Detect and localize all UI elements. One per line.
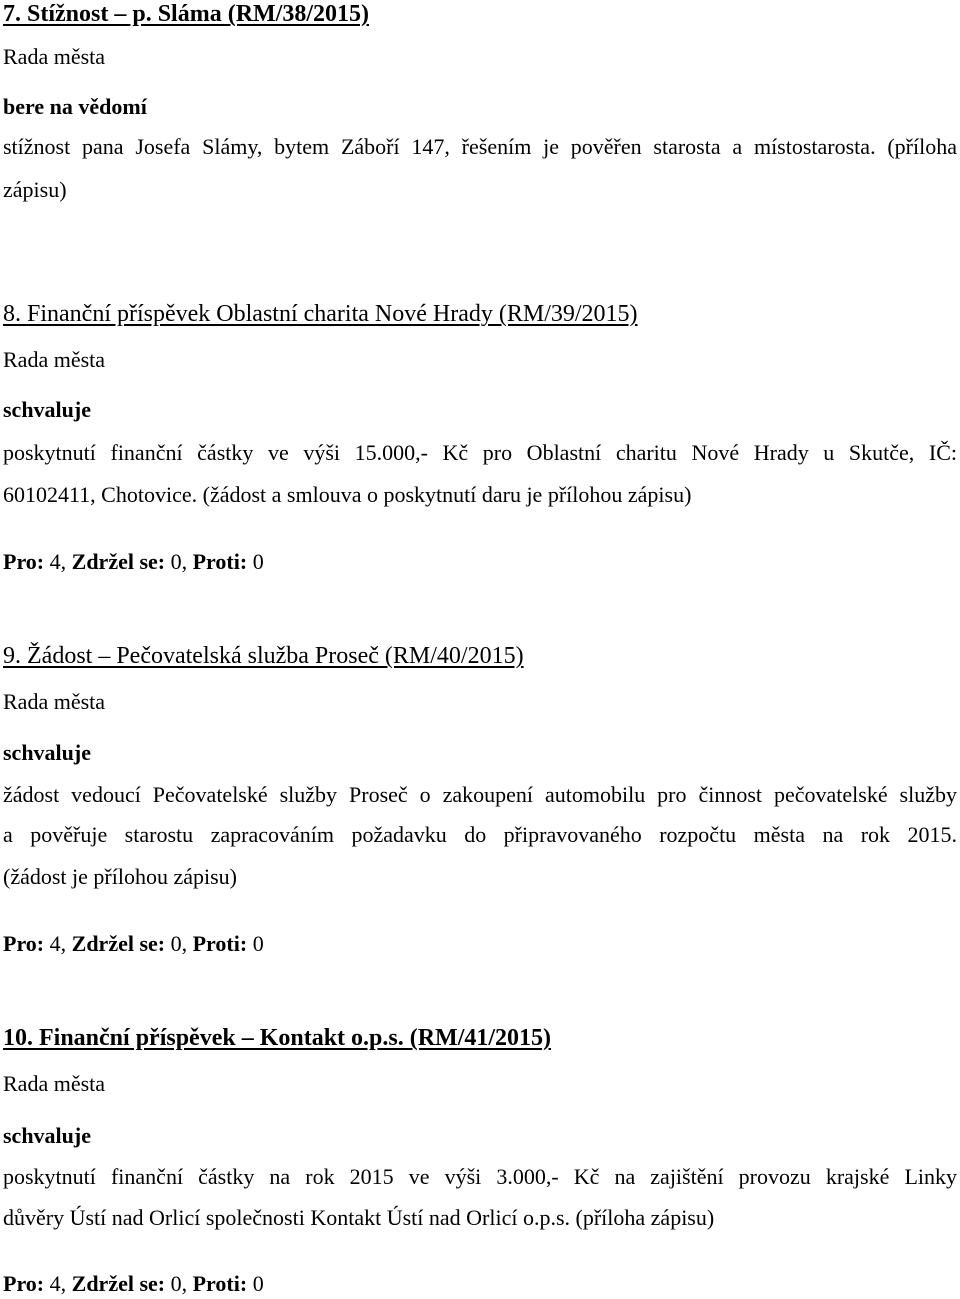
section-9-body-label: Rada města <box>3 689 106 714</box>
vote-zdrzel-value: 0, <box>170 1271 188 1296</box>
vote-zdrzel-value: 0, <box>170 931 188 956</box>
section-7-decision: bere na vědomí <box>3 94 147 119</box>
vote-zdrzel-label: Zdržel se: <box>71 549 166 574</box>
vote-zdrzel-value: 0, <box>170 549 188 574</box>
section-9-decision: schvaluje <box>3 740 91 765</box>
section-8-text-line-2: 60102411, Chotovice. (žádost a smlouva o poskytnutí daru je přílohou zápisu) <box>3 482 692 507</box>
section-8-heading: 8. Finanční příspěvek Oblastní charita Nové Hrady (RM/39/2015) <box>3 301 638 327</box>
section-10-vote <box>3 1271 264 1297</box>
vote-proti-value: 0 <box>252 931 264 956</box>
section-7-body-label: Rada města <box>3 44 106 69</box>
vote-pro-label: Pro: <box>3 931 45 956</box>
section-10-body-label: Rada města <box>3 1071 106 1096</box>
vote-pro-value: 4, <box>49 931 67 956</box>
vote-pro-value: 4, <box>49 1271 67 1296</box>
section-9-text-line-3: (žádost je přílohou zápisu) <box>3 864 237 889</box>
section-10-heading: 10. Finanční příspěvek – Kontakt o.p.s. (RM/41/2015) <box>3 1025 552 1051</box>
section-9-heading: 9. Žádost – Pečovatelská služba Proseč (RM/40/2015) <box>3 643 524 669</box>
section-10-text-line-2: důvěry Ústí nad Orlicí společnosti Kontakt Ústí nad Orlicí o.p.s. (příloha zápisu) <box>3 1205 715 1230</box>
vote-pro-label: Pro: <box>3 549 45 574</box>
section-9-vote <box>3 931 264 957</box>
section-7-text-line-1: stížnost pana Josefa Slámy, bytem Záboří 147, řešením je pověřen starosta a místostarosta. (příloha <box>3 134 957 159</box>
section-10-decision: schvaluje <box>3 1123 91 1148</box>
vote-proti-label: Proti: <box>192 931 248 956</box>
section-10-text-line-1: poskytnutí finanční částky na rok 2015 ve výši 3.000,- Kč na zajištění provozu krajské Linky <box>3 1164 957 1189</box>
section-8-text-line-1: poskytnutí finanční částky ve výši 15.000,- Kč pro Oblastní charitu Nové Hrady u Skutče, IČ: <box>3 440 957 465</box>
vote-proti-label: Proti: <box>192 549 248 574</box>
section-9-text-line-1: žádost vedoucí Pečovatelské služby Proseč o zakoupení automobilu pro činnost pečovatelské služby <box>3 782 957 807</box>
section-8-body-label: Rada města <box>3 347 106 372</box>
vote-pro-value: 4, <box>49 549 67 574</box>
section-7-text-line-2: zápisu) <box>3 177 67 202</box>
vote-pro-label: Pro: <box>3 1271 45 1296</box>
section-8-vote <box>3 549 264 575</box>
vote-zdrzel-label: Zdržel se: <box>71 931 166 956</box>
section-7-heading: 7. Stížnost – p. Sláma (RM/38/2015) <box>3 1 369 27</box>
section-8-decision: schvaluje <box>3 397 91 422</box>
vote-proti-value: 0 <box>252 1271 264 1296</box>
vote-proti-label: Proti: <box>192 1271 248 1296</box>
vote-zdrzel-label: Zdržel se: <box>71 1271 166 1296</box>
vote-proti-value: 0 <box>252 549 264 574</box>
section-9-text-line-2: a pověřuje starostu zapracováním požadavku do připravovaného rozpočtu města na rok 2015. <box>3 822 957 847</box>
